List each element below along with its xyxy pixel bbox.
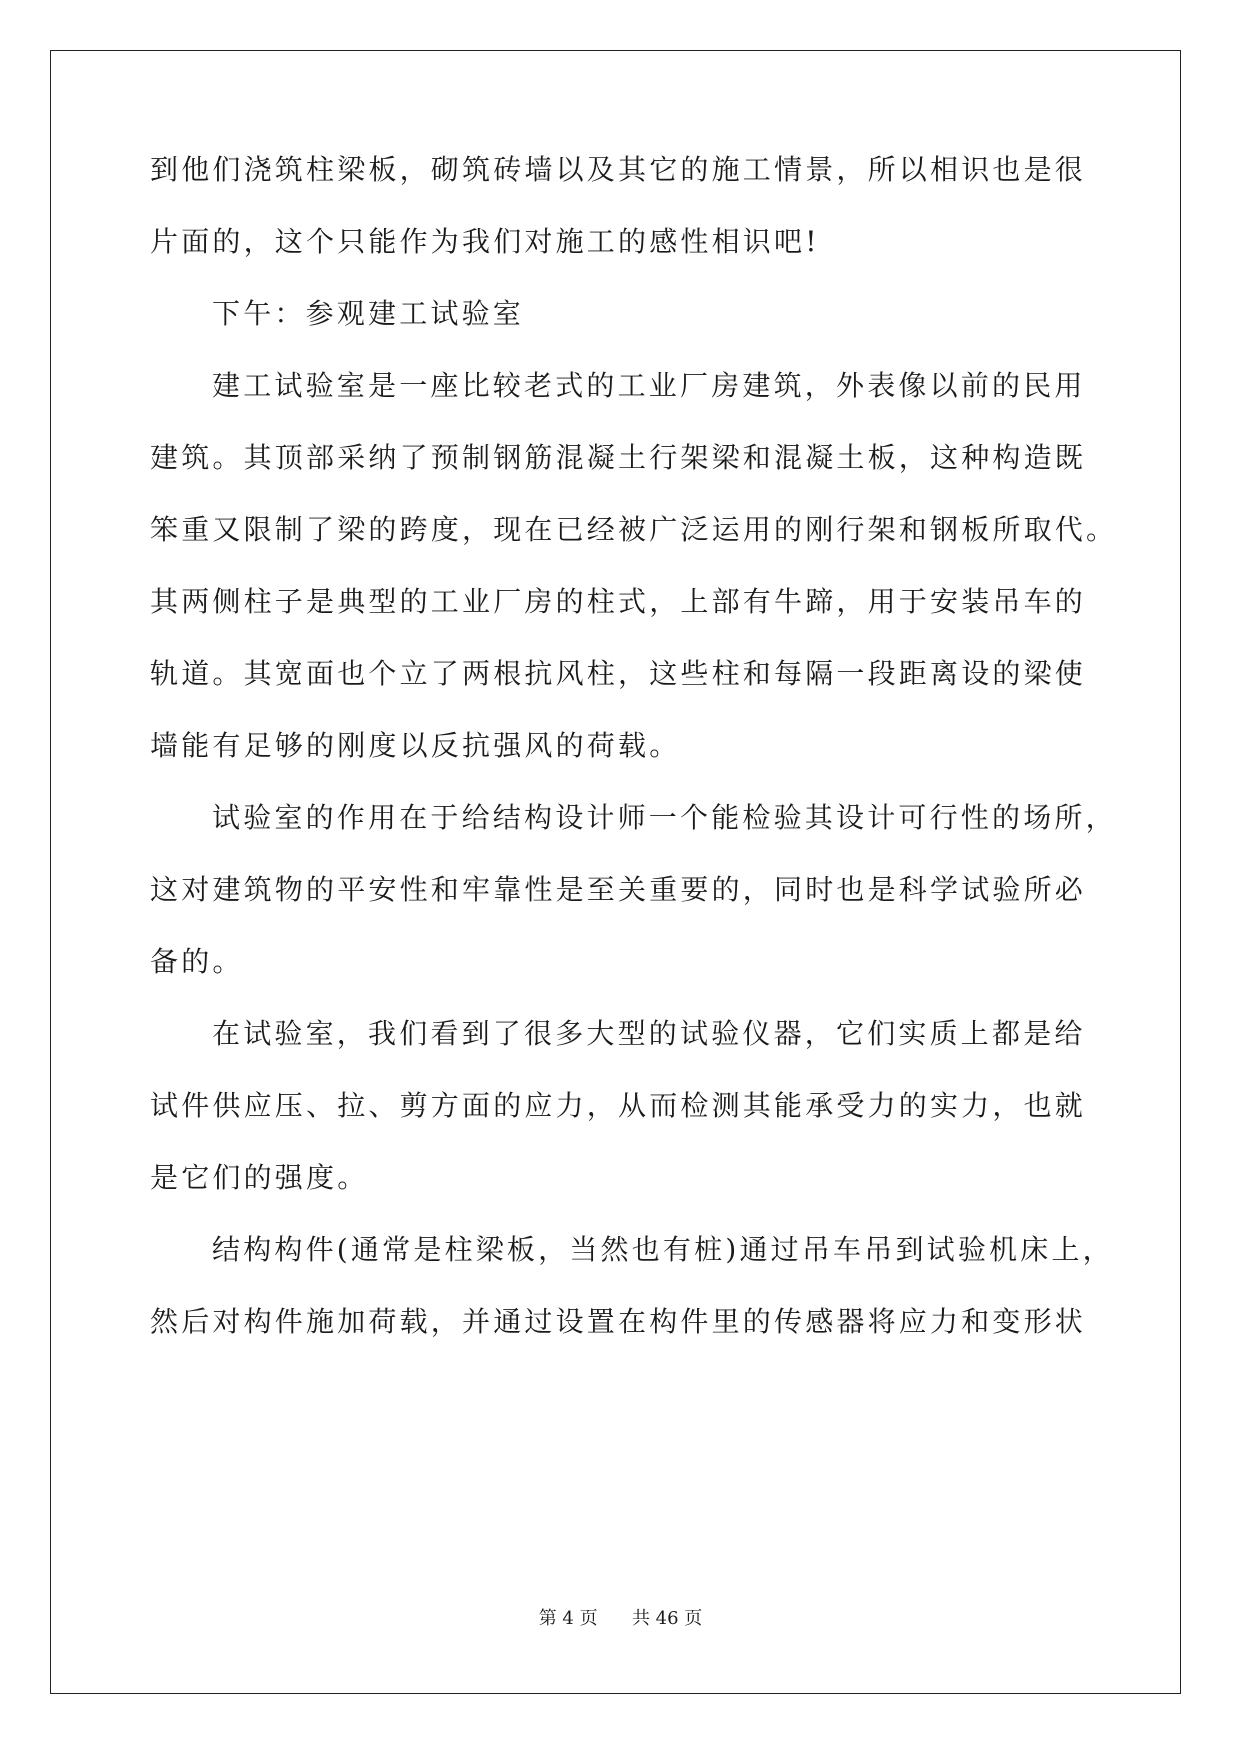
text-line: 轨道。其宽面也个立了两根抗风柱，这些柱和每隔一段距离设的梁使 bbox=[150, 657, 1087, 690]
text-line: 建筑。其顶部采纳了预制钢筋混凝土行架梁和混凝土板，这种构造既 bbox=[150, 441, 1087, 474]
text-line: 这对建筑物的平安性和牢靠性是至关重要的，同时也是科学试验所必 bbox=[150, 873, 1087, 906]
text-line: 建工试验室是一座比较老式的工业厂房建筑，外表像以前的民用 bbox=[212, 369, 1086, 402]
text-line: 笨重又限制了梁的跨度，现在已经被广泛运用的刚行架和钢板所取代。 bbox=[150, 513, 1118, 546]
text-line: 其两侧柱子是典型的工业厂房的柱式，上部有牛蹄，用于安装吊车的 bbox=[150, 585, 1087, 618]
text-line: 然后对构件施加荷载，并通过设置在构件里的传感器将应力和变形状 bbox=[150, 1305, 1087, 1338]
text-line: 备的。 bbox=[150, 945, 244, 978]
text-line: 试件供应压、拉、剪方面的应力，从而检测其能承受力的实力，也就 bbox=[150, 1089, 1087, 1122]
text-line: 是它们的强度。 bbox=[150, 1161, 369, 1194]
text-line: 结构构件(通常是柱梁板，当然也有桩)通过吊车吊到试验机床上， bbox=[212, 1233, 1114, 1266]
text-line: 墙能有足够的刚度以反抗强风的荷载。 bbox=[150, 729, 681, 762]
page-total: 共 46 页 bbox=[631, 1608, 703, 1629]
page-footer bbox=[0, 1607, 1241, 1631]
text-line: 片面的，这个只能作为我们对施工的感性相识吧! bbox=[150, 225, 820, 258]
text-line: 在试验室，我们看到了很多大型的试验仪器，它们实质上都是给 bbox=[212, 1017, 1086, 1050]
footer-gap bbox=[603, 1608, 626, 1629]
text-line: 试验室的作用在于给结构设计师一个能检验其设计可行性的场所， bbox=[212, 801, 1117, 834]
section-heading: 下午：参观建工试验室 bbox=[212, 297, 525, 330]
text-line: 到他们浇筑柱梁板，砌筑砖墙以及其它的施工情景，所以相识也是很 bbox=[150, 153, 1087, 186]
page-number: 第 4 页 bbox=[538, 1608, 598, 1629]
